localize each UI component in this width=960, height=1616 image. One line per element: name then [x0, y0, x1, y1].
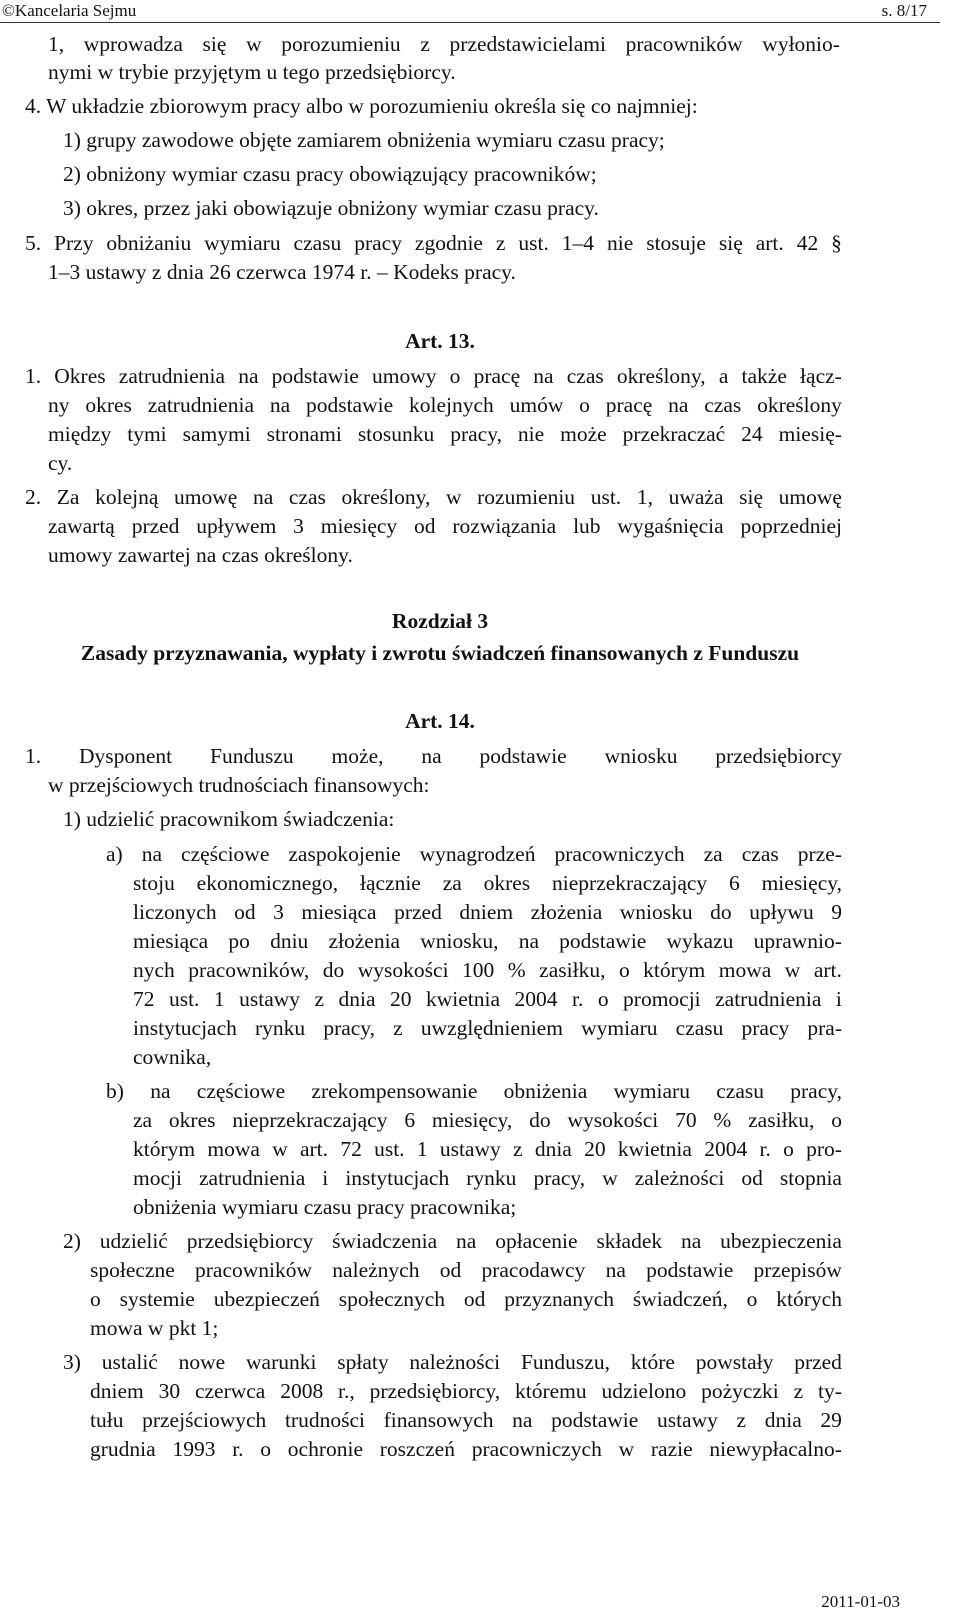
list-item: 2) udzielić przedsiębiorcy świadczenia na opłacenie składek na ubezpieczenia — [63, 1229, 842, 1253]
list-item: 2) obniżony wymiar czasu pracy obowiązujący pracowników; — [63, 162, 597, 186]
list-item: b) na częściowe zrekompensowanie obniżenia wymiaru czasu pracy, — [106, 1079, 842, 1103]
text-line: za okres nieprzekraczający 6 miesięcy, do wysokości 70 % zasiłku, o — [133, 1108, 842, 1132]
text-line: nych pracowników, do wysokości 100 % zasiłku, o którym mowa w art. — [133, 958, 842, 982]
text-line: 1, wprowadza się w porozumieniu z przedstawicielami pracowników wyłonio- — [48, 32, 840, 56]
text-line: zawartą przed upływem 3 miesięcy od rozwiązania lub wygaśnięcia poprzedniej — [48, 514, 842, 538]
text-line: dniem 30 czerwca 2008 r., przedsiębiorcy, któremu udzielono pożyczki z ty- — [90, 1379, 842, 1403]
list-item: a) na częściowe zaspokojenie wynagrodzeń pracowniczych za czas prze- — [106, 842, 842, 866]
text-line: którym mowa w art. 72 ust. 1 ustawy z dnia 20 kwietnia 2004 r. o pro- — [133, 1137, 842, 1161]
text-line: nymi w trybie przyjętym u tego przedsiębiorcy. — [48, 60, 456, 84]
header-divider — [0, 22, 940, 23]
text-line: tułu przejściowych trudności finansowych na podstawie ustawy z dnia 29 — [90, 1408, 842, 1432]
text-line: miesiąca po dniu złożenia wniosku, na podstawie wykazu uprawnio- — [133, 929, 842, 953]
list-item: 1) grupy zawodowe objęte zamiarem obniżenia wymiaru czasu pracy; — [63, 128, 665, 152]
text-line: 1. Dysponent Funduszu może, na podstawie wniosku przedsiębiorcy — [25, 744, 842, 768]
text-line: społeczne pracowników należnych od pracodawcy na podstawie przepisów — [90, 1258, 842, 1282]
text-line: cownika, — [133, 1045, 212, 1069]
text-line: umowy zawartej na czas określony. — [48, 543, 353, 567]
article-heading: Art. 14. — [405, 709, 475, 733]
text-line: 1–3 ustawy z dnia 26 czerwca 1974 r. – Kodeks pracy. — [48, 260, 516, 284]
text-line: obniżenia wymiaru czasu pracy pracownika; — [133, 1195, 517, 1219]
text-line: 5. Przy obniżaniu wymiaru czasu pracy zgodnie z ust. 1–4 nie stosuje się art. 42 § — [25, 231, 842, 255]
chapter-heading: Rozdział 3 — [391, 609, 489, 633]
text-line: między tymi samymi stronami stosunku pracy, nie może przekraczać 24 miesię- — [48, 422, 842, 446]
text-line: stoju ekonomicznego, łącznie za okres nieprzekraczający 6 miesięcy, — [133, 871, 842, 895]
article-heading: Art. 13. — [405, 329, 475, 353]
list-item: 1) udzielić pracownikom świadczenia: — [63, 807, 395, 831]
text-line: instytucjach rynku pracy, z uwzględnieniem wymiaru czasu pracy pra- — [133, 1016, 842, 1040]
page-number: s. 8/17 — [881, 1, 927, 20]
text-line: 2. Za kolejną umowę na czas określony, w rozumieniu ust. 1, uważa się umowę — [25, 485, 842, 509]
text-line: o systemie ubezpieczeń społecznych od przyznanych świadczeń, o których — [90, 1287, 842, 1311]
chapter-title: Zasady przyznawania, wypłaty i zwrotu świadczeń finansowanych z Funduszu — [80, 641, 800, 665]
footer-date: 2011-01-03 — [821, 1592, 900, 1611]
text-line: 72 ust. 1 ustawy z dnia 20 kwietnia 2004 r. o promocji zatrudnienia i — [133, 987, 842, 1011]
text-line: cy. — [48, 451, 73, 475]
text-line: ny okres zatrudnienia na podstawie kolejnych umów o pracę na czas określony — [48, 393, 842, 417]
text-line: 1. Okres zatrudnienia na podstawie umowy o pracę na czas określony, a także łącz- — [25, 364, 842, 388]
text-line: liczonych od 3 miesiąca przed dniem złożenia wniosku do upływu 9 — [133, 900, 842, 924]
text-line: 4. W układzie zbiorowym pracy albo w porozumieniu określa się co najmniej: — [25, 94, 698, 118]
text-line: grudnia 1993 r. o ochronie roszczeń pracowniczych w razie niewypłacalno- — [90, 1437, 842, 1461]
source-label: ©Kancelaria Sejmu — [2, 1, 137, 20]
text-line: mocji zatrudnienia i instytucjach rynku pracy, w zależności od stopnia — [133, 1166, 842, 1190]
text-line: w przejściowych trudnościach finansowych: — [48, 773, 430, 797]
page-header — [0, 0, 960, 24]
text-line: mowa w pkt 1; — [90, 1316, 219, 1340]
list-item: 3) okres, przez jaki obowiązuje obniżony wymiar czasu pracy. — [63, 196, 599, 220]
list-item: 3) ustalić nowe warunki spłaty należności Funduszu, które powstały przed — [63, 1350, 842, 1374]
